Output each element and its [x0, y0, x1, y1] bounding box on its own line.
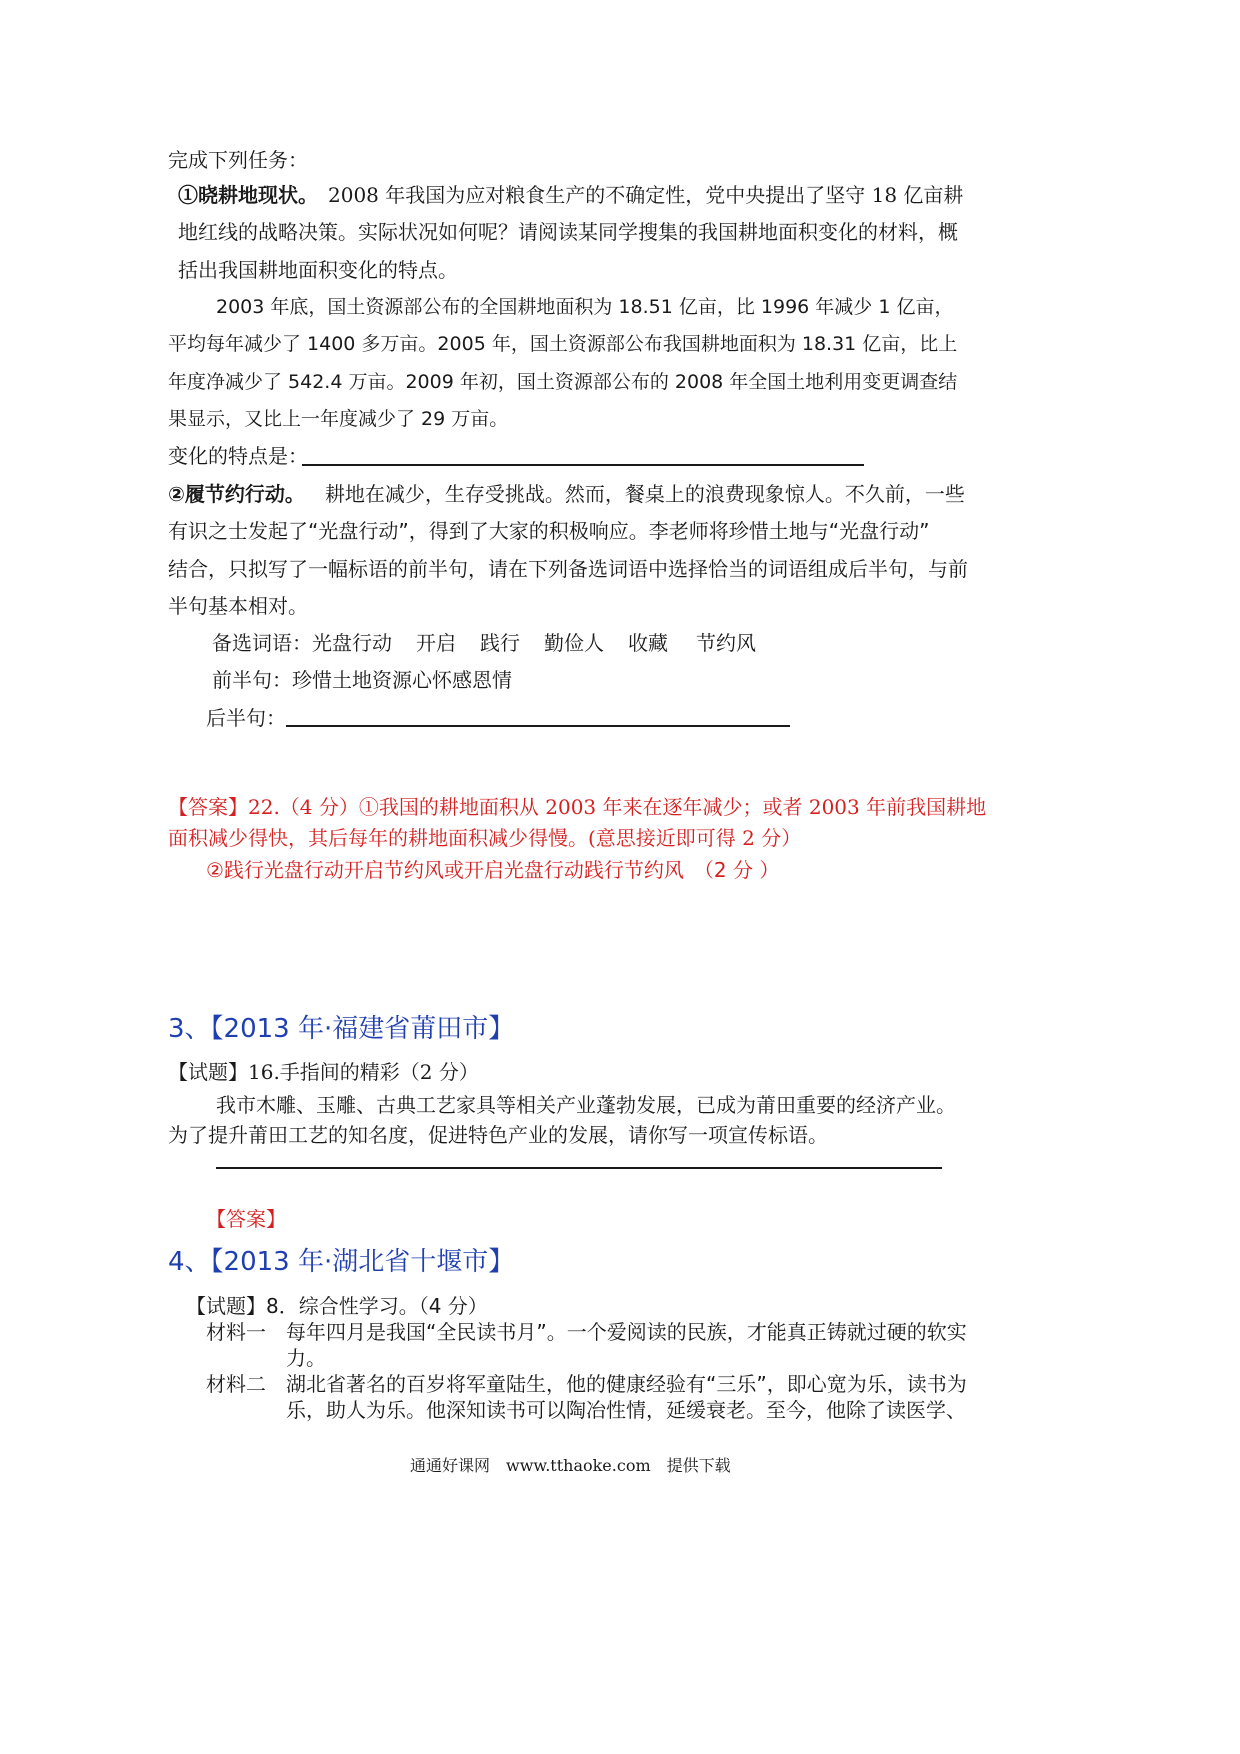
option-word: 收藏	[628, 631, 668, 655]
material2-line2: 乐，助人为乐。他深知读书可以陶冶性情，延缓衰老。至今，他除了读医学、	[286, 1398, 966, 1422]
task2-line2: 有识之士发起了“光盘行动”，得到了大家的积极响应。李老师将珍惜土地与“光盘行动”	[168, 519, 930, 543]
task1-text-1: 2008 年我国为应对粮食生产的不确定性，党中央提出了坚守 18 亿亩耕	[328, 183, 964, 207]
task1-label: ①晓耕地现状。	[178, 183, 318, 207]
section3-heading: 3、【2013 年·福建省莆田市】	[168, 1014, 515, 1044]
first-half: 前半句：珍惜土地资源心怀感恩情	[212, 668, 512, 692]
task2-text-1: 耕地在减少，生存受挑战。然而，餐桌上的浪费现象惊人。不久前，一些	[324, 482, 965, 506]
material-line4: 果显示，又比上一年度减少了 29 万亩。	[168, 408, 509, 430]
options-label: 备选词语：	[212, 631, 312, 655]
slogan-answer-blank[interactable]	[216, 1167, 942, 1169]
material2-label: 材料二	[206, 1372, 266, 1396]
material1-label: 材料一	[206, 1320, 266, 1344]
option-word: 践行	[480, 631, 520, 655]
answer22-line1: 【答案】22.（4 分）①我国的耕地面积从 2003 年来在逐年减少；或者 2003 年前我国耕地	[168, 795, 987, 819]
section3-answer: 【答案】	[206, 1207, 286, 1231]
task1-line1	[178, 183, 963, 207]
section4-heading: 4、【2013 年·湖北省十堰市】	[168, 1247, 515, 1277]
option-word: 光盘行动	[312, 631, 392, 655]
option-word: 开启	[416, 631, 456, 655]
task2-label: ②履节约行动。	[168, 482, 305, 506]
change-answer-blank[interactable]	[302, 464, 864, 466]
section3-line1: 我市木雕、玉雕、古典工艺家具等相关产业蓬勃发展，已成为莆田重要的经济产业。	[216, 1093, 956, 1117]
task2-line1	[168, 482, 965, 506]
task1-line2: 地红线的战略决策。实际状况如何呢？请阅读某同学搜集的我国耕地面积变化的材料，概	[178, 220, 958, 244]
options-row	[212, 631, 780, 655]
task2-line3: 结合，只拟写了一幅标语的前半句，请在下列备选词语中选择恰当的词语组成后半句，与前	[168, 557, 968, 581]
section3-question: 【试题】16.手指间的精彩（2 分）	[168, 1060, 479, 1084]
page-footer: 通通好课网 www.tthaoke.com 提供下载	[410, 1456, 731, 1475]
material2-line1: 湖北省著名的百岁将军童陆生，他的健康经验有“三乐”，即心宽为乐，读书为	[286, 1372, 967, 1396]
task2-line4: 半句基本相对。	[168, 594, 308, 618]
material1-line2: 力。	[286, 1346, 326, 1370]
intro-text: 完成下列任务：	[168, 148, 308, 172]
answer22-line2: 面积减少得快，其后每年的耕地面积减少得慢。(意思接近即可得 2 分）	[168, 826, 802, 850]
task1-line3: 括出我国耕地面积变化的特点。	[178, 258, 458, 282]
option-word: 节约风	[696, 631, 756, 655]
section4-question: 【试题】8．综合性学习。（4 分）	[186, 1294, 488, 1318]
material1-line1: 每年四月是我国“全民读书月”。一个爱阅读的民族，才能真正铸就过硬的软实	[286, 1320, 967, 1344]
material-line2: 平均每年减少了 1400 多万亩。2005 年，国土资源部公布我国耕地面积为 18.31 亿亩，比上	[168, 333, 958, 355]
section3-line2: 为了提升莆田工艺的知名度，促进特色产业的发展，请你写一项宣传标语。	[168, 1123, 828, 1147]
second-half-label: 后半句：	[206, 706, 286, 730]
material-line1: 2003 年底，国土资源部公布的全国耕地面积为 18.51 亿亩，比 1996 年减少 1 亿亩，	[216, 296, 954, 318]
answer22-line3: ②践行光盘行动开启节约风或开启光盘行动践行节约风 （2 分 ）	[206, 858, 780, 882]
second-half-blank[interactable]	[286, 725, 790, 727]
change-label: 变化的特点是：	[168, 444, 308, 468]
material-line3: 年度净减少了 542.4 万亩。2009 年初，国土资源部公布的 2008 年全国土地利用变更调查结	[168, 371, 958, 393]
option-word: 勤俭人	[544, 631, 604, 655]
